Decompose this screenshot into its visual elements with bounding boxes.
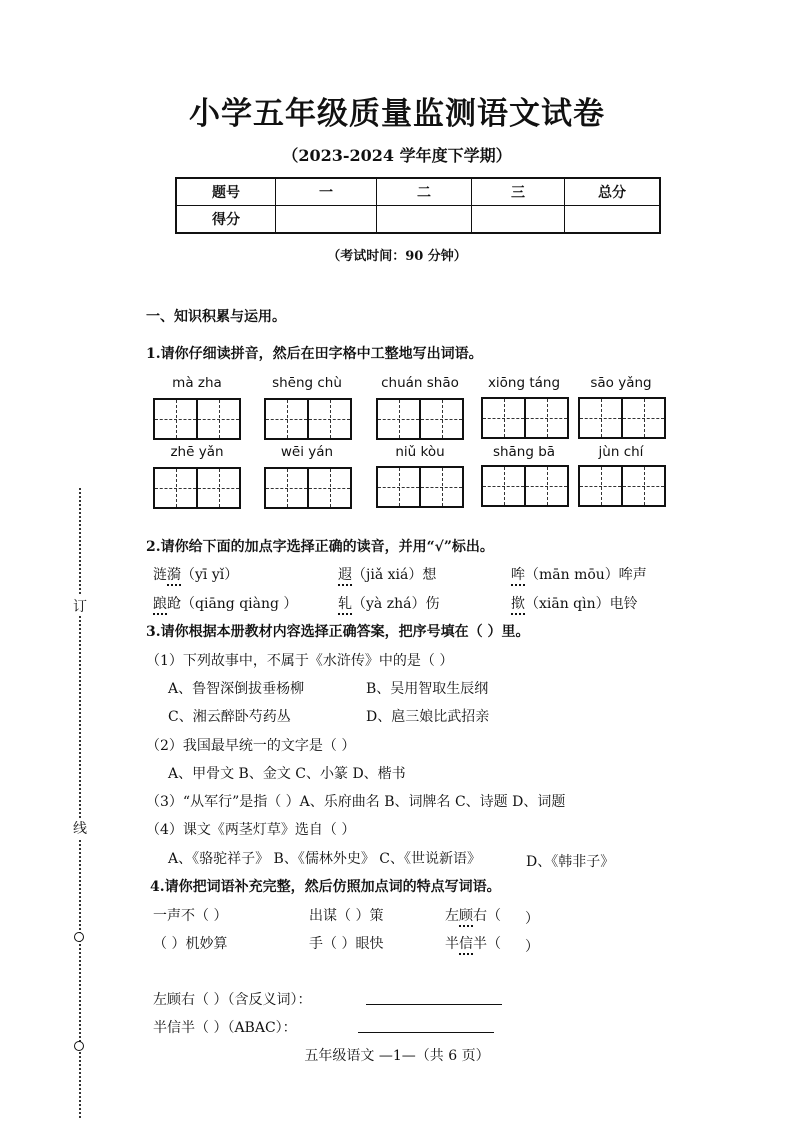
idiom-close-paren: ）: [525, 911, 539, 927]
pinyin-label: mà zha: [172, 375, 222, 391]
dotted-char: 顾: [459, 905, 473, 927]
pinyin-label: niǔ kòu: [395, 444, 445, 460]
binding-line: [79, 488, 81, 1118]
pronunciation-item: [338, 593, 439, 615]
item-text: 涟: [153, 567, 167, 583]
score-header-cell: 二: [377, 178, 472, 206]
q4-prompt: 4.请你把词语补充完整，然后仿照加点词的特点写词语。: [150, 879, 501, 895]
pronunciation-item: [511, 564, 647, 586]
q3-sub4: （4）课文《两茎灯草》选自（ ）: [146, 822, 356, 838]
idiom-fill[interactable]: 出谋（ ）策: [309, 908, 384, 924]
q1-prompt: 1.请你仔细读拼音，然后在田字格中工整地写出词语。: [146, 346, 483, 362]
imitation-prompt-2: 半信半（ ）（ABAC）：: [153, 1020, 297, 1036]
q3-sub3: （3）“从军行”是指（ ）A、乐府曲名 B、词牌名 C、诗题 D、词题: [146, 794, 566, 810]
q3-sub1: （1）下列故事中，不属于《水浒传》中的是（ ）: [146, 653, 454, 669]
q3-sub1-option-b[interactable]: B、吴用智取生辰纲: [366, 681, 489, 697]
dotted-char: 漪: [167, 564, 181, 586]
idiom-text: 半: [445, 936, 459, 952]
q3-sub1-option-a[interactable]: A、鲁智深倒拔垂杨柳: [168, 681, 305, 697]
pronunciation-item: [153, 593, 297, 615]
pinyin-label: zhē yǎn: [170, 444, 224, 460]
dotted-char: 踉: [153, 593, 167, 615]
pinyin-label: jùn chí: [598, 444, 644, 460]
exam-time: （考试时间：90 分钟）: [327, 249, 467, 264]
writing-grid[interactable]: [376, 466, 464, 508]
page-footer: 五年级语文 —1—（共 6 页）: [304, 1048, 490, 1064]
score-table-header-row: [176, 178, 660, 206]
idiom-text: 左: [445, 908, 459, 924]
q3-prompt: 3.请你根据本册教材内容选择正确答案，把序号填在（ ）里。: [146, 624, 530, 640]
item-options[interactable]: （mān mōu）哞声: [525, 567, 647, 583]
writing-grid[interactable]: [153, 467, 241, 509]
imitation-prompt-1: 左顾右（ ）（含反义词）：: [153, 992, 312, 1008]
pinyin-label: xiōng táng: [487, 375, 561, 391]
page-title: 小学五年级质量监测语文试卷: [189, 96, 605, 132]
q2-prompt: 2.请你给下面的加点字选择正确的读音，并用“√”标出。: [146, 539, 494, 555]
score-input-cell[interactable]: [565, 206, 661, 234]
idiom-text: 右（: [473, 908, 501, 924]
idiom-fill[interactable]: [445, 933, 501, 955]
pinyin-label: wēi yán: [280, 444, 334, 460]
item-options[interactable]: （jiǎ xiá）想: [352, 567, 437, 583]
binding-char-xian: 线: [73, 818, 87, 838]
dotted-char: 哞: [511, 564, 525, 586]
q3-sub4-option-d[interactable]: D、《韩非子》: [526, 854, 615, 870]
writing-grid[interactable]: [264, 398, 352, 440]
idiom-fill[interactable]: （ ）机妙算: [153, 936, 228, 952]
item-options[interactable]: 跄（qiāng qiàng ）: [167, 596, 298, 612]
writing-grid[interactable]: [578, 465, 666, 507]
pinyin-label: shēng chù: [272, 375, 342, 391]
q3-sub2-options[interactable]: A、甲骨文 B、金文 C、小篆 D、楷书: [168, 766, 406, 782]
score-header-cell: 题号: [176, 178, 276, 206]
score-header-cell: 三: [472, 178, 565, 206]
pinyin-label: sāo yǎng: [590, 375, 652, 391]
dotted-char: 遐: [338, 564, 352, 586]
item-options[interactable]: （xiān qìn）电铃: [525, 596, 638, 612]
binding-char-ding: 订: [73, 596, 87, 616]
item-options[interactable]: （yī yǐ）: [181, 567, 239, 583]
writing-grid[interactable]: [481, 397, 569, 439]
binding-hole-1: [74, 932, 84, 942]
q3-sub1-option-d[interactable]: D、扈三娘比武招亲: [366, 709, 490, 725]
page-subtitle: （2023-2024 学年度下学期）: [282, 146, 512, 165]
idiom-fill[interactable]: 手（ ）眼快: [309, 936, 384, 952]
pronunciation-item: [153, 564, 238, 586]
idiom-fill[interactable]: [445, 905, 501, 927]
score-table: [175, 177, 661, 234]
q3-sub4-options[interactable]: A、《骆驼祥子》 B、《儒林外史》 C、《世说新语》: [168, 851, 482, 867]
writing-grid[interactable]: [376, 398, 464, 440]
writing-grid[interactable]: [578, 397, 666, 439]
section-1-title: 一、知识积累与运用。: [146, 309, 286, 325]
score-row-label: 得分: [176, 206, 276, 234]
idiom-text: 半（: [473, 936, 501, 952]
q3-sub1-option-c[interactable]: C、湘云醉卧芍药丛: [168, 709, 291, 725]
score-input-cell[interactable]: [276, 206, 377, 234]
writing-grid[interactable]: [481, 465, 569, 507]
item-options[interactable]: （yà zhá）伤: [352, 596, 440, 612]
score-header-cell: 一: [276, 178, 377, 206]
dotted-char: 信: [459, 933, 473, 955]
dotted-char: 揿: [511, 593, 525, 615]
pinyin-label: shāng bā: [492, 444, 556, 460]
pronunciation-item: [338, 564, 436, 586]
q3-sub2: （2）我国最早统一的文字是（ ）: [146, 738, 356, 754]
idiom-fill[interactable]: 一声不（ ）: [153, 908, 228, 924]
idiom-close-paren: ）: [525, 939, 539, 955]
score-input-cell[interactable]: [472, 206, 565, 234]
score-input-cell[interactable]: [377, 206, 472, 234]
score-header-cell: 总分: [565, 178, 661, 206]
dotted-char: 轧: [338, 593, 352, 615]
pinyin-label: chuán shāo: [381, 375, 459, 391]
pronunciation-item: [511, 593, 638, 615]
writing-grid[interactable]: [264, 467, 352, 509]
answer-line-2[interactable]: [358, 1032, 494, 1033]
writing-grid[interactable]: [153, 398, 241, 440]
answer-line-1[interactable]: [366, 1004, 502, 1005]
score-table-score-row: [176, 206, 660, 234]
